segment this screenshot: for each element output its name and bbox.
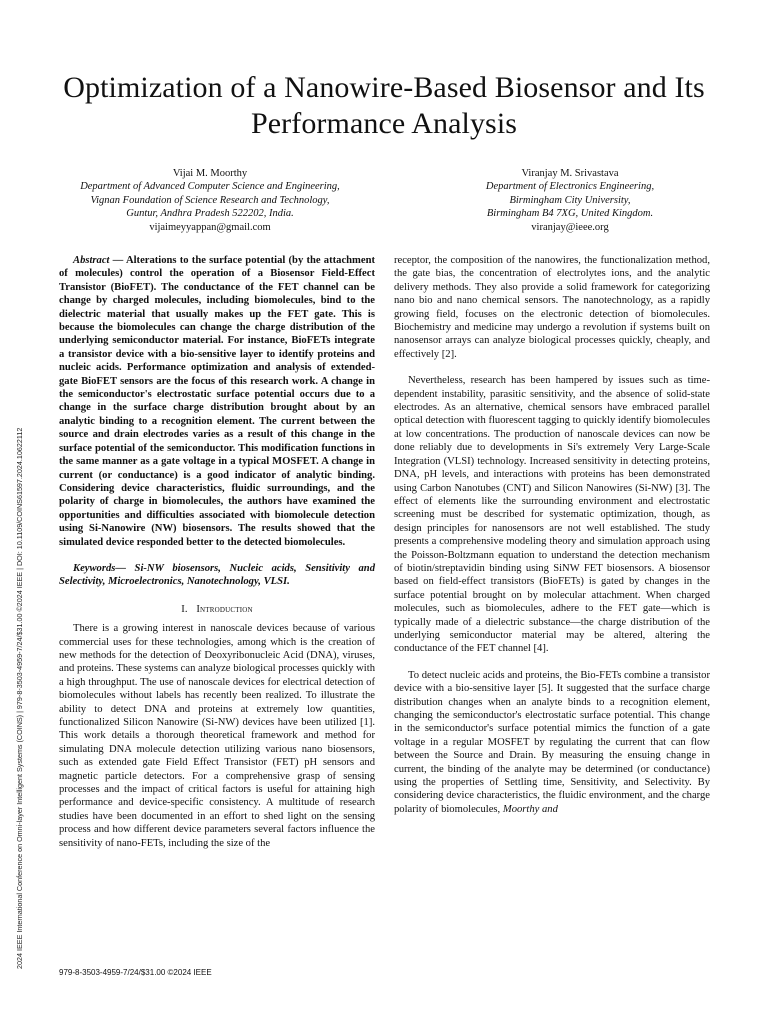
section-heading	[59, 603, 375, 616]
body-paragraph: There is a growing interest in nanoscale devices because of various commercial uses for these technologies, among which is the creation of new methods for the detection of Deoxyribonucleic Acid (DNA), viruses, and proteins. These systems can analyze biological processes quickly with a high throughput. The use of nanoscale devices for electrical detection of biomolecules without labels has recently been realized. To illustrate the ability to detect DNA and proteins at extremely low quantities, functionalized Silicon Nanowire (Si-NW) devices have been utilized [1]. This work details a thorough theoretical framework and method for simulating DNA molecule detection utilizing various nano biosensors, such as extended gate Field Effect Transistor (FET) pH sensors and magnetic particle detectors. For a comprehensive grasp of sensing processes and the impact of critical factors is useful for attaining high performance and device-specific consistency. A multitude of research studies have been documented in an effort to shed light on the sensing process and how different device parameters several factors influence the sensitivity of nano-FETs, including the size of the	[59, 623, 375, 849]
author-affiliation-line: Guntur, Andhra Pradesh 522202, India.	[126, 208, 294, 220]
author-block-1	[40, 167, 380, 234]
right-column	[394, 254, 710, 816]
author-affiliation-line: Department of Electronics Engineering,	[485, 181, 655, 193]
author-block-2	[400, 167, 740, 234]
author-affiliation-line: Birmingham City University,	[509, 194, 631, 206]
body-paragraph	[394, 669, 710, 816]
keywords	[59, 562, 375, 589]
body-paragraph-text: To detect nucleic acids and proteins, the Bio-FETs combine a transistor device with a bio-sensitive layer [5]. It suggested that the surface charge distribution changes when an analyte binds to a recognition element, changing the semiconductor's electrostatic surface potential. This change in the semiconductor's surface potential mimics the function of a gate voltage in a regular MOSFET by regulating the current that can flow between the Source and Drain. By measuring the ensuing change in current, the binding of the analyte may be determined (or conductance) using the properties of Settling time, Sensitivity, and Selectivity. By considering device characteristics, the fluidic environment, and the charge polarity of biomolecules,	[394, 669, 710, 815]
author-affiliation-line: Birmingham B4 7XG, United Kingdom.	[486, 208, 654, 220]
page-footer: 979-8-3503-4959-7/24/$31.00 ©2024 IEEE	[59, 968, 212, 977]
body-paragraph-italic-tail: Moorthy and	[502, 803, 558, 815]
section-number: I.	[181, 603, 188, 615]
abstract-label: Abstract —	[73, 255, 124, 266]
author-name: Viranjay M. Srivastava	[521, 168, 619, 179]
left-column	[59, 254, 375, 850]
abstract-text: Alterations to the surface potential (by the attachment of molecules) control the operation of a Biosensor Field-Effect Transistor (BioFET). The conductance of the FET channel can be change by charged molecules, including biomolecules, bind to the dielectric material that usually makes up the FET gate. This is because the biomolecules can change the charge distribution of the underlying semiconductor material. For instance, BioFETs integrate a transistor device with a bio-sensitive layer to identify proteins and nucleic acids. Performance optimization and analysis of extended-gate BioFET sensors are the focus of this research work. A change in the semiconductor's electrostatic surface potential occurs due to a change in the surface charge distribution brought about by an analytic binding to a recognition element. The current between the source and drain electrodes varies as a result of this change in the surface potential of the semiconductor. This modification functions in the same manner as a gate voltage in a typical MOSFET. A change in current (or conductance) is a good indicator of analytic binding. Considering device characteristics, fluidic surroundings, and the polarity of charge in biomolecules, the authors have examined the opportunities and difficulties associated with biomolecule detection using Si-Nanowire (NW) biosensors. The results showed that the simulated device responded better to the detected biomolecules.	[59, 255, 375, 548]
author-email: viranjay@ieee.org	[531, 221, 609, 233]
paper-title: Optimization of a Nanowire-Based Biosensor and Its Performance Analysis	[63, 71, 705, 140]
author-affiliation-line: Vignan Foundation of Science Research and Technology,	[90, 194, 330, 206]
author-affiliation-line: Department of Advanced Computer Science and Engineering,	[80, 181, 340, 193]
body-paragraph: receptor, the composition of the nanowires, the functionalization method, the gate bias, the concentration of electrolytes ions, and the analytic delivery methods. They also provide a solid framework for categorizing nano bio and nano chemical sensors. The nanotechnology, as a rapidly growing field, focuses on the electronic detection of biomolecules. Biochemistry and medicine may undergo a revolution if systems built on nanosensor arrays can analyze biological processes quickly, cheaply, and effectively [2].	[394, 255, 710, 360]
author-email: vijaimeyyappan@gmail.com	[149, 221, 271, 233]
abstract	[59, 254, 375, 549]
body-paragraph: Nevertheless, research has been hampered by issues such as time-dependent instability, parasitic sensitivity, and the absence of solid-state electrodes. As an alternative, chemical sensors have embraced parallel optical detection with fluorescent tagging to quickly identify biomolecules at low concentrations. The production of nanoscale devices can now be done reliably due to developments in Si's extremely Very Large-Scale Integration (VLSI) technology. Increased sensitivity in detecting proteins, DNA, pH levels, and interactions with proteins has been demonstrated using Carbon Nanotubes (CNT) and Silicon Nanowires (Si-NW) [3]. The effect of elements like the surrounding environment and electrostatic screening must be described for systematic optimization, though, as design principles for nanosensors are not well established. The study presents a comprehensive modeling theory and simulation approach using the Poisson-Boltzmann equation to understand the detection mechanism of biotin/streptavidin binding using SiNW FET biosensors. A biosensor based on field-effect transistors (BioFETs) is gated by changes in the surface potential brought on by molecular attachment. When charged molecules, such as biomolecules, adhere to the FET gate—which is typically made of a dielectric substance—the charge distribution of the underlying semiconductor material may be altered, altering the conductance of the FET channel [4].	[394, 375, 710, 655]
author-name: Vijai M. Moorthy	[172, 168, 248, 179]
section-title: Introduction	[196, 603, 253, 615]
conference-side-note: 2024 IEEE International Conference on Omni-layer Intelligent Systems (COINS) | 979-8-3503-4959-7/24/$31.00 ©2024 IEEE | DOI: 10.1109/COINS61597.2024.10622112	[15, 427, 24, 969]
keywords-label: Keywords—	[73, 562, 126, 574]
keywords-text: Si-NW biosensors, Nucleic acids, Sensitivity and Selectivity, Microelectronics, Nanotechnology, VLSI.	[59, 562, 375, 588]
